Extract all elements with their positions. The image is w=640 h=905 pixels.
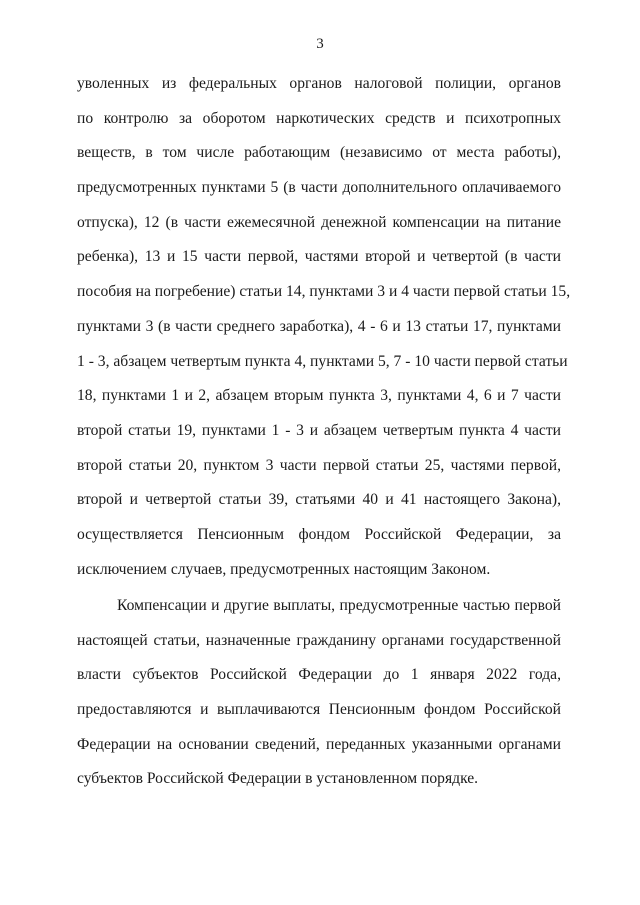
text-line: 18, пунктами 1 и 2, абзацем вторым пункта 3, пунктами 4, 6 и 7 части [77,387,561,405]
text-line: исключением случаев, предусмотренных настоящим Законом. [77,560,491,578]
text-line: веществ, в том числе работающим (независимо от места работы), [77,144,561,162]
text-line: Компенсации и другие выплаты, предусмотренные частью первой [117,597,561,614]
paragraph-2 [77,596,561,804]
text-line: второй и четвертой статьи 39, статьями 40 и 41 настоящего Закона), [77,491,561,509]
page-number: 3 [316,36,324,52]
text-line: Федерации на основании сведений, переданных указанными органами [77,735,561,753]
paragraph-1 [77,74,571,594]
text-line: субъектов Российской Федерации в установленном порядке. [77,770,479,788]
text-line: настоящей статьи, назначенные гражданину органами государственной [77,631,561,649]
text-line: пособия на погребение) статьи 14, пунктами 3 и 4 части первой статьи 15, [77,283,571,301]
text-line: пунктами 3 (в части среднего заработка), 4 - 6 и 13 статьи 17, пунктами [77,317,561,335]
text-line: ребенка), 13 и 15 части первой, частями второй и четвертой (в части [77,248,561,266]
text-line: по контролю за оборотом наркотических средств и психотропных [77,109,561,127]
text-line: предоставляются и выплачиваются Пенсионным фондом Российской [77,701,561,719]
text-line: 1 - 3, абзацем четвертым пункта 4, пунктами 5, 7 - 10 части первой статьи [77,352,568,370]
text-line: власти субъектов Российской Федерации до 1 января 2022 года, [77,666,561,684]
text-line: уволенных из федеральных органов налоговой полиции, органов [77,75,561,92]
text-line: осуществляется Пенсионным фондом Российской Федерации, за [77,525,561,543]
text-line: второй статьи 20, пунктом 3 части первой статьи 25, частями первой, [77,456,561,474]
text-line: второй статьи 19, пунктами 1 - 3 и абзацем четвертым пункта 4 части [77,421,561,439]
text-line: предусмотренных пунктами 5 (в части дополнительного оплачиваемого [77,179,561,197]
text-line: отпуска), 12 (в части ежемесячной денежной компенсации на питание [77,213,561,231]
